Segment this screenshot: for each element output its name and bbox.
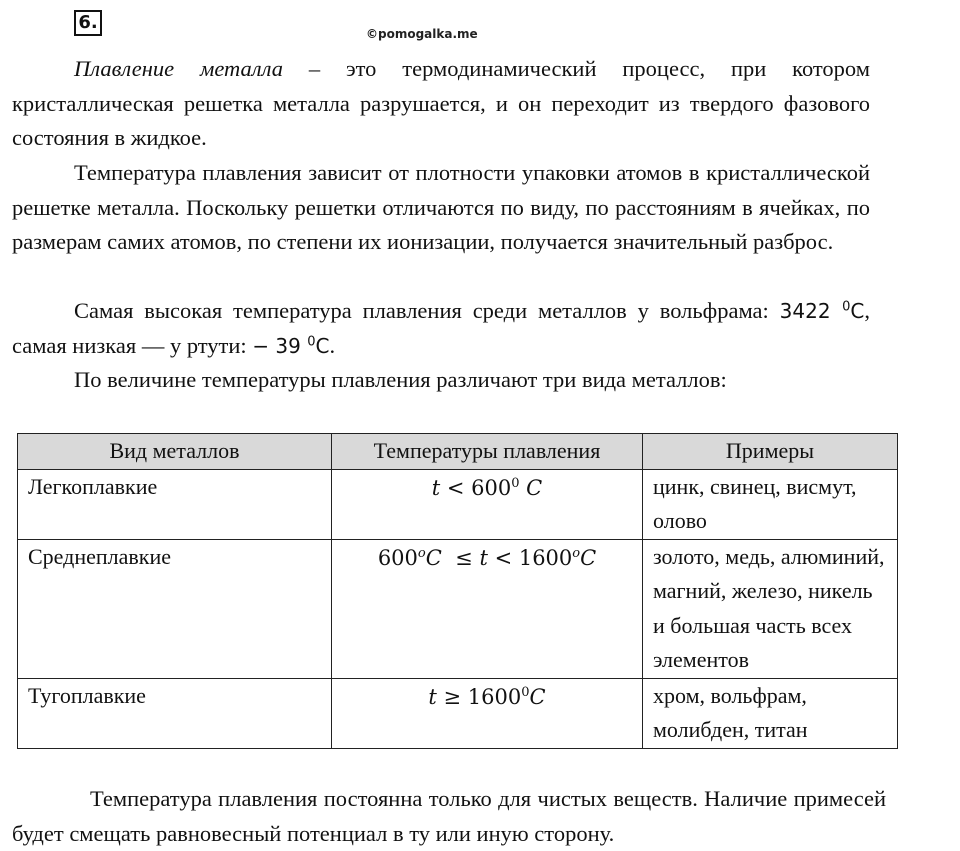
- cell-formula: [332, 469, 643, 539]
- cell-examples: золото, медь, алюминий, магний, железо, никель и большая часть всех элементов: [643, 539, 898, 678]
- unit-c: C: [850, 299, 865, 323]
- paragraph-conclusion: Температура плавления постоянна только для чистых веществ. Наличие примесей будет смещать равновесный потенциал в ту или иную сторону.: [12, 786, 886, 846]
- table-row: [18, 539, 898, 678]
- tungsten-value: 3422: [779, 299, 831, 323]
- header-temperature: Температуры плавления: [332, 434, 643, 470]
- degree-sup: o: [417, 545, 426, 561]
- header-type: Вид металлов: [18, 434, 332, 470]
- cell-type: Тугоплавкие: [18, 678, 332, 748]
- cell-formula: [332, 539, 643, 678]
- unit-c: C: [425, 545, 442, 570]
- period: .: [329, 332, 336, 358]
- cell-type: Легкоплавкие: [18, 469, 332, 539]
- formula-lo: 600: [377, 545, 418, 570]
- cell-examples: хром, вольфрам, молибден, титан: [643, 678, 898, 748]
- formula-rel: ≤: [441, 545, 480, 570]
- degree-sup: 0: [521, 684, 530, 700]
- degree-sup: 0: [307, 333, 316, 349]
- degree-sup: o: [572, 545, 581, 561]
- formula-rel: < 600: [440, 475, 512, 500]
- formula-rel: < 1600: [487, 545, 573, 570]
- extremes-text-a: Самая высокая температура плавления среди металлов у вольфрама:: [74, 298, 780, 323]
- unit-c: C: [580, 545, 597, 570]
- formula-rel: ≥ 1600: [436, 684, 522, 709]
- degree-sup: 0: [842, 299, 851, 315]
- term-melting: Плавление металла: [74, 56, 283, 81]
- tungsten-temp: [780, 299, 865, 323]
- definition-text: – это термодинамический процесс, при котором кристаллическая решетка металла разрушается, и он переходит из твердого фазового состояния в жидкое.: [12, 56, 870, 150]
- header-examples: Примеры: [643, 434, 898, 470]
- paragraph-classification: По величине температуры плавления различают три вида металлов:: [74, 367, 727, 392]
- unit-c: C: [519, 475, 543, 500]
- var-t: t: [479, 545, 488, 570]
- table-row: [18, 678, 898, 748]
- task-number: 6.: [74, 10, 102, 36]
- metals-table: [17, 433, 898, 749]
- extremes-text-b: , самая низкая — у ртути:: [12, 298, 870, 358]
- paragraph-extremes: [12, 294, 870, 363]
- var-t: t: [428, 684, 437, 709]
- table-header-row: [18, 434, 898, 470]
- unit-c: C: [315, 333, 330, 358]
- unit-c: C: [529, 684, 546, 709]
- table-row: [18, 469, 898, 539]
- mercury-temp: [252, 334, 329, 358]
- cell-formula: [332, 678, 643, 748]
- degree-sup: 0: [511, 475, 520, 491]
- mercury-value: − 39: [252, 333, 301, 358]
- paragraph-dependency: Температура плавления зависит от плотности упаковки атомов в кристаллической решетке металла. Поскольку решетки отличаются по виду, по расстояниям в ячейках, по размерам самих атомов, по степени их ионизации, получается значительный разброс.: [12, 160, 870, 254]
- cell-examples: цинк, свинец, висмут, олово: [643, 469, 898, 539]
- watermark: ©pomogalka.me: [366, 27, 478, 41]
- paragraph-definition: [12, 52, 870, 156]
- cell-type: Среднеплавкие: [18, 539, 332, 678]
- var-t: t: [431, 475, 441, 500]
